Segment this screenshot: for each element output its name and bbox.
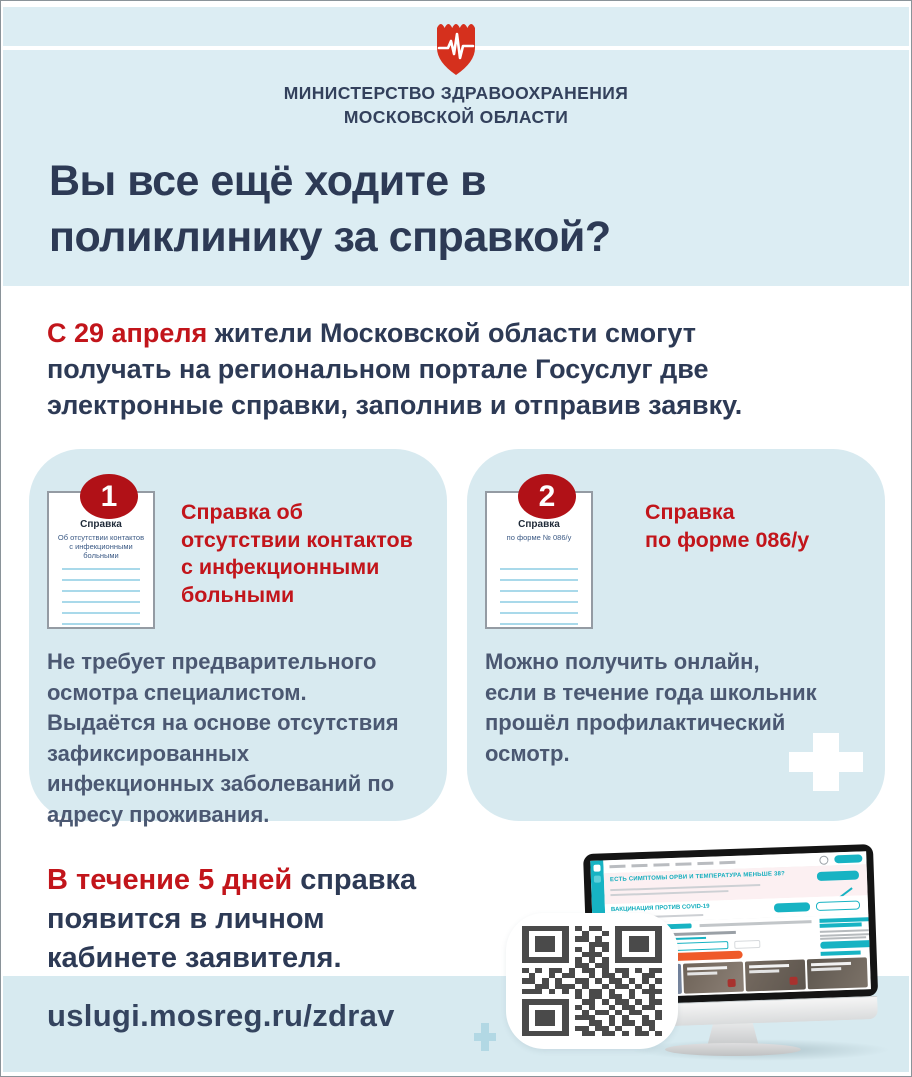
certificate-card-2 xyxy=(467,449,885,821)
intro-highlight: С 29 апреля xyxy=(47,318,208,348)
intro-line-2: получать на региональном портале Госуслуг две xyxy=(47,354,709,384)
plus-icon xyxy=(789,733,863,791)
banner-button xyxy=(817,871,859,881)
date-input xyxy=(734,940,760,949)
intro-text xyxy=(47,315,867,423)
banner-title: ЕСТЬ СИМПТОМЫ ОРВИ И ТЕМПЕРАТУРА МЕНЬШЕ 38? xyxy=(609,871,786,884)
doc-subtitle: Об отсутствии контактов с инфекционными больными xyxy=(57,533,145,560)
deadline-text xyxy=(47,861,416,978)
doc-text-lines xyxy=(62,568,140,625)
login-button xyxy=(834,854,862,863)
doc-subtitle: по форме № 086/у xyxy=(506,533,572,542)
side-button xyxy=(820,940,871,949)
doc-text-lines xyxy=(500,568,578,625)
card-number-badge: 2 xyxy=(518,474,576,519)
intro-line-1: С 29 апреля жители Московской области смогут xyxy=(47,318,696,348)
deadline-line-1: В течение 5 дней справка xyxy=(47,864,417,896)
banner-title: ВАКЦИНАЦИЯ ПРОТИВ COVID-19 xyxy=(610,903,710,914)
ministry-name: МИНИСТЕРСТВО ЗДРАВООХРАНЕНИЯ МОСКОВСКОЙ ОБЛАСТИ xyxy=(283,83,629,127)
qr-card xyxy=(506,913,678,1049)
doc-title: Справка xyxy=(518,519,560,530)
banner-button-outline xyxy=(816,900,860,911)
news-card xyxy=(745,959,806,991)
deadline-line-2: появится в личном xyxy=(47,903,325,935)
header-section xyxy=(3,7,909,286)
menu-icon xyxy=(594,876,601,883)
ministry-logo-icon xyxy=(433,19,479,79)
news-card xyxy=(683,962,744,994)
news-card xyxy=(807,957,868,989)
doc-title: Справка xyxy=(80,519,122,530)
card-description: Можно получить онлайн, если в течение года школьник прошёл профилактический осмотр. xyxy=(485,649,817,766)
deadline-line-3: кабинете заявителя. xyxy=(47,942,342,974)
qr-code xyxy=(522,926,662,1036)
monitor-base xyxy=(665,1043,801,1056)
site-logo-icon xyxy=(593,865,600,872)
plus-icon-small xyxy=(474,1023,496,1051)
user-icon xyxy=(819,856,828,865)
card-title: Справка по форме 086/у xyxy=(645,500,810,552)
card-description: Не требует предварительного осмотра специалистом. Выдаётся на основе отсутствия зафиксированных инфекционных заболеваний по адресу проживания. xyxy=(47,649,399,827)
certificate-card-1 xyxy=(29,449,447,827)
card-title: Справка об отсутствии контактов с инфекционными больными xyxy=(181,500,413,607)
banner-button xyxy=(774,902,810,912)
intro-line-3: электронные справки, заполнив и отправив заявку. xyxy=(47,390,743,420)
card-number-badge: 1 xyxy=(80,474,138,519)
poster-title: Вы все ещё ходите в поликлинику за справкой? xyxy=(49,157,611,261)
site-url: uslugi.mosreg.ru/zdrav xyxy=(47,998,395,1033)
deadline-highlight: В течение 5 дней xyxy=(47,864,293,896)
